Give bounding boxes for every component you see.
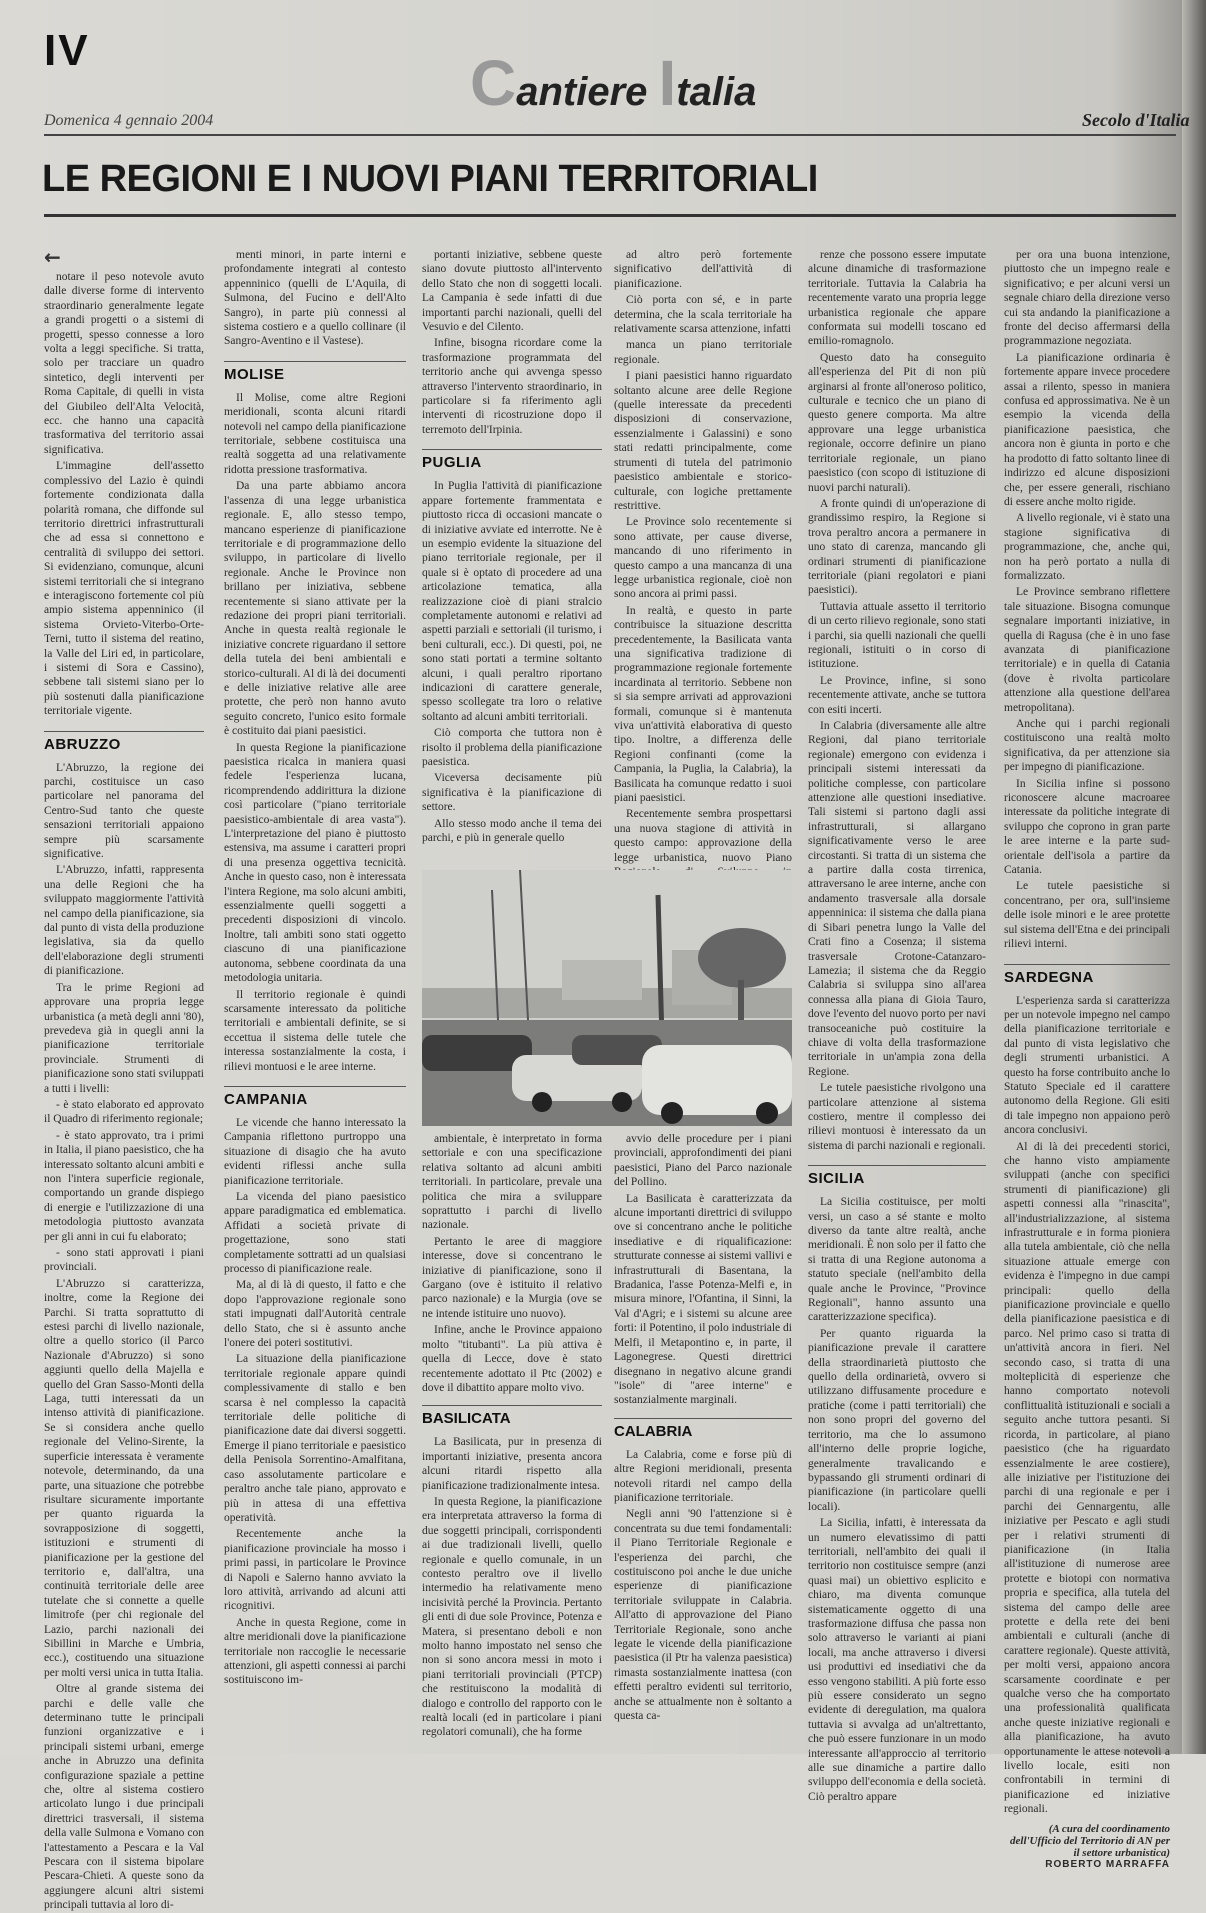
article-column-6 — [1004, 248, 1170, 1870]
paragraph: In questa Regione, la pianificazione era interpretata attraverso la forma di due soggetti principali, corrispondenti ai due tradizionali livelli, quello regionale e quello comunale, in un contesto peraltro ove il livello intermedio ha relativamente meno incisività perché la Provincia. Pertanto gli enti di due sole Province, Potenza e Matera, si presentano deboli e non molto hanno impostato nel senso che non si sono ancora messi in moto i piani territoriali provinciali (PTCP) che restituiscono la modalità di dialogo e controllo del rapporto con le realtà locali (ed in particolare i piani regolatori comunali), che ha forme — [422, 1495, 602, 1739]
paragraph: Pertanto le aree di maggiore interesse, dove si concentrano le iniziative di pianificazione, sono il Gargano (ove è istituito il relativo parco nazionale) e la Murgia (ove se ne intende istituire uno nuovo). — [422, 1235, 602, 1320]
author-name: ROBERTO MARRAFFA — [1045, 1858, 1170, 1870]
newspaper-name: Secolo d'Italia — [1082, 110, 1190, 130]
page-edge — [1182, 0, 1206, 1754]
paragraph: Questo dato ha conseguito all'esperienza del Pit di non più arginarsi al fronte all'oneroso politico, culturale e tecnico che un piano di questo genere comporta. Ma altre approvare una legge urbanistica regionale, occorre definire un piano territoriale regionale, un piano paesistico (con scopo di istituzione di nuovi parchi naturali). — [808, 351, 986, 494]
paragraph: L'immagine dell'assetto complessivo del Lazio è quindi fortemente condizionata dalla polarità romana, che diffonde sul territorio direttrici infrastrutturali che ad essa si connettono e centralità di sviluppo dei settori. Si evidenziano, comunque, alcuni sistemi territoriali che si integrano e interagiscono fortemente col più ampio sistema appenninico (il sistema Orvieto-Viterbo-Orte-Terni, tutto il sistema del reatino, la Valle del Liri ed, in particolare, i sistemi di Sora e Cassino), sebbene tali sistemi siano per lo più sostenuti dalla pianificazione territoriale vigente. — [44, 460, 204, 718]
region-subheading: CAMPANIA — [224, 1086, 406, 1108]
paragraph: La Basilicata, pur in presenza di importanti iniziative, presenta ancora alcuni ritardi rispetto alla pianificazione tradizionalmente intesa. — [422, 1436, 602, 1492]
paragraph: Le Province solo recentemente si sono attivate, per cause diverse, mancando di uno riferimento in questo campo a una mancanza di una legge urbanistica regionale, cioè non sono ancora ai primi passi. — [614, 516, 792, 601]
article-column-2 — [224, 248, 406, 1728]
paragraph: Le tutele paesistiche si concentrano, per ora, sull'insieme delle isole minori e le aree protette sul sistema dell'Etna e dei principali rilievi interni. — [1004, 880, 1170, 951]
header-rule — [44, 134, 1176, 136]
paragraph: Anche in questa Regione, come in altre meridionali dove la pianificazione territoriale non raccoglie le necessarie attenzioni, gli aspetti connessi ai parchi sostituiscono im- — [224, 1616, 406, 1687]
region-subheading: SARDEGNA — [1004, 964, 1170, 986]
paragraph: Recentemente sembra prospettarsi una nuova stagione di attività in questo campo: approvazione della legge urbanistica, nuovo Piano — [614, 808, 792, 864]
paragraph: La situazione della pianificazione territoriale regionale appare quindi complessivamente di stallo e ben scarsa è nel complesso la capacità territoriale delle politiche di pianificazione date dai diversi soggetti. Emerge il piano territoriale e paesistico della Penisola Sorrentino-Amalfitana, caso assolutamente particolare e peraltro anche tale piano, approvato e più in attesa di una effettiva operatività. — [224, 1353, 406, 1524]
region-subheading: ABRUZZO — [44, 731, 204, 753]
paragraph: ad altro però fortemente significativo dell'attività di pianificazione. — [614, 249, 792, 290]
paragraph: notare il peso notevole avuto dalle diverse forme di intervento straordinario generalmente legate a grandi progetti o a sistemi di progetti, spesso connesse a loro volta a leggi specifiche. Si tratta, solo per tracciare un quadro sintetico, degli interventi per Roma Capitale, di quelli in vista del Giubileo dell'Alta Velocità, ecc. che hanno una capacità trasformativa del territorio assai significativa. — [44, 271, 204, 456]
paragraph: L'esperienza sarda si caratterizza per un notevole impegno nel campo della pianificazione territoriale e dal punto di vista legislativo che degli strumenti urbanistici. A questo ha forse contribuito anche lo Statuto Speciale ed il carattere autonomo della Regione. Gli esiti di tale impegno non appaiono però ancora conclusivi. — [1004, 994, 1170, 1137]
paragraph: Da una parte abbiamo ancora l'assenza di una legge urbanistica regionale. E, allo stesso tempo, mancano esperienze di pianificazione territoriale e di programmazione dello sviluppo, in particolare di livello regionale. Anche le Province non brillano per iniziativa, sebbene recentemente si siano attivate per la redazione dei propri piani territoriali. Anche in questa realtà regionale le iniziative concrete riguardano il settore della tutela dei beni ambientali e storico-culturali. Al di là dei documenti e delle iniziative relative alle aree protette, che però non hanno avuto seguito concreto, l'unico esito formale è costituito dai piani paesistici. — [224, 480, 406, 738]
paragraph: Infine, anche le Province appaiono molto "titubanti". La più attiva è quella di Lecce, dove è stato recentemente adottato il Ptc (2002) e dove il dibattito appare molto vivo. — [422, 1324, 602, 1394]
paragraph: manca un piano territoriale regionale. — [614, 339, 792, 366]
headline-rule — [44, 214, 1176, 217]
paragraph: Le Province sembrano riflettere tale situazione. Bisogna comunque segnalare importanti iniziative, in quella di Ragusa (che è in uno fase avanzata di pianificazione territoriale) e in quella di Catania (dove è rivolta particolare attenzione alla questione dell'area metropolitana). — [1004, 586, 1170, 714]
paragraph: per ora una buona intenzione, piuttosto che un impegno reale e significativo; e per alcuni versi un segnale chiaro della direzione verso cui sta andando la pianificazione a fronte del deciso affermarsi della programmazione negoziata. — [1004, 249, 1170, 348]
section-title-initial-c: C — [470, 47, 517, 119]
paragraph: Ma, al di là di questo, il fatto e che dopo l'approvazione regionale sono stati impugnati dall'Autorità centrale dello Stato, che si è assunto anche l'onere dei poteri sostitutivi. — [224, 1279, 406, 1350]
paragraph: - è stato approvato, tra i primi in Italia, il piano paesistico, che ha interessato soltanto alcuni ambiti e non l'intera superficie regionale, comportando un grande dispiego di energie e l'utilizzazione di una metodologia piuttosto avanzata per gli anni in cui fu elaborato; — [44, 1129, 204, 1243]
paragraph: I piani paesistici hanno riguardato soltanto alcune aree delle Regione (quelle interessate da precedenti disposizioni di conservazione, essenzialmente i Galassini) e sono stati redatti principalmente, come strumenti di tutela del patrimonio paesistico ambientale e storico-culturale, con logiche prettamente restrittive. — [614, 370, 792, 512]
parking-lot-photo — [422, 870, 792, 1126]
paragraph: - sono stati approvati i piani provinciali. — [44, 1247, 204, 1274]
article-column-5 — [808, 248, 986, 1803]
paragraph: avvio delle procedure per i piani provinciali, approfondimenti dei piani paesistici, Piano del Parco nazionale del Pollino. — [614, 1133, 792, 1189]
paragraph: In questa Regione la pianificazione paesistica ricalca in maniera quasi fedele l'esperienza lucana, ricomprendendo addirittura la dizione così particolare ("piano territoriale paesistico-ambientale di area vasta"). L'interpretazione del piano è piuttosto estensiva, ma assume i caratteri propri di una presenza oggettiva tecnicità. Anche in questo caso, non è interessata l'intera Regione, ma solo alcuni ambiti, essenzialmente quelli soggetti a precedenti disposizioni di vincolo. Inoltre, tali ambiti sono stati oggetto ciascuno di una pianificazione autonoma, sebbene coordinata da una metodologia unitaria. — [224, 741, 406, 985]
paragraph: Al di là dei precedenti storici, che hanno visto ampiamente sviluppati (anche con specifici strumenti di pianificazione) gli aspetti connessi alla "rinascita", all'industrializzazione, al sistema infrastrutturale e in forma pioniera alla tutela ambientale, ciò che nella situazione attuale emerge con evidenza è l'impegno in due campi principali: quello della pianificazione provinciale e quello della pianificazione paesistica e di parco. Nel primo caso si tratta di un'attività ancora in fieri. Nel secondo caso, si tratta di una molteplicità di esperienze che hanno comportato notevoli conflittualità istituzionali e sociali a seguito anche tuttora pesanti. Si ricorda, in particolare, al piano paesistico (che ha riguardato essenzialmente le aree costiere), alle iniziative per l'istituzione dei parchi di una regionale e per i parchi dei Gennargentu, alle iniziative per Pescato e agli studi per i relativi strumenti di pianificazione (in Italia all'istituzione di numerose aree protette e biotopi con normativa propria e specifica, alla tutela del sistema del campo delle aree protette e della rete dei beni ambientali e culturali (anche di carattere regionale). Queste attività, per molti versi, appaiono ancora scarsamente coordinate e per qualche verso che ha comportato una professionalità qualificata anche queste iniziative regionali e alla pianificazione, ha avuto opportunamente le attese notevoli a livello locale, esiti non confrontabili in termini di pianificazione ed iniziative regionali. — [1004, 1140, 1170, 1816]
article-column-3 — [422, 248, 602, 858]
paragraph: Il Molise, come altre Regioni meridionali, sconta alcuni ritardi notevoli nel campo della pianificazione territoriale, sebbene costituisca una realtà soggetta ad una relativamente ridotta pressione trasformativa. — [224, 391, 406, 476]
arrow-left-icon: ← — [44, 245, 61, 269]
section-title-initial-i: I — [658, 47, 677, 119]
paragraph: Le tutele paesistiche rivolgono una particolare attenzione al sistema costiero, mentre il complesso dei rilievi montuosi è interessato da un sistema di parchi nazionali e regionali. — [808, 1082, 986, 1152]
paragraph: La Basilicata è caratterizzata da alcune importanti direttrici di sviluppo ove si concentrano anche le politiche insediative e di riqualificazione: strutturate connesse ai sistemi vallivi e infrastrutturali di Basentana, la Bradanica, l'asse Potenza-Melfi e, in misura minore, l'Ofantina, il Sinni, la Val d'Agri; e i sistemi su alcune aree forti: il Potentino, il polo industriale di Melfi, il Metapontino e, in parte, il Lagonegrese. Questi direttrici disegnano in negativo alcune grandi "isole" di "aree interne" e sostanzialmente marginali. — [614, 1192, 792, 1407]
paragraph: Viceversa decisamente più significativa è la pianificazione di settore. — [422, 772, 602, 814]
section-title — [470, 46, 770, 120]
article-column-4-bottom — [614, 1132, 792, 1722]
page-number: IV — [44, 26, 90, 75]
section-title-part-2: talia — [676, 70, 757, 114]
region-subheading: PUGLIA — [422, 449, 602, 471]
region-subheading: MOLISE — [224, 361, 406, 383]
paragraph: L'Abruzzo, la regione dei parchi, costituisce un caso particolare nel panorama del Centro-Sud tanto che queste sensazioni territoriali appaiono sempre più scarsamente significative. — [44, 761, 204, 861]
paragraph: In Calabria (diversamente alle altre Regioni, dal piano territoriale regionale) emergono con evidenza i principali sistemi interessati da politiche complesse, con particolare attenzione alle questioni insediative. Tali sistemi si partono dagli assi infrastrutturali, si allargano significativamente verso le aree circostanti. Si tratta di un sistema che a partire dalla costa tirrenica, attraversano le aree interne, anche con andamento trasversale alla dorsale appenninica: il sistema che dalla piana di Sibari penetra lungo la Valle del Crati fino a Cosenza; il sistema trasversale Crotone-Catanzaro-Lamezia; il sistema che da Reggio Calabria si sviluppa sino all'area connessa alla piana di Gioia Tauro, dove l'evento del nuovo porto per navi transoceaniche può costituire la chiave di volta della trasformazione territoriale in un'ampia zona della Regione. — [808, 720, 986, 1078]
paragraph: La Sicilia, infatti, è interessata da un numero elevatissimo di patti territoriali, nell'ambito dei quali il territorio non costituisce sempre (anzi quasi mai) un obiettivo esplicito e chiaro, ma diventa comunque sistematicamente oggetto di una trasformazione diffusa che passa non solo attraverso le varianti ai piani locali, ma anche attraverso i diversi usi produttivi ed insediativi che da esso vengono stabiliti. A più forte esso più essere considerato un segno evidente di deregulation, ma qualora tuttavia si avvalga ad un'altrettanto, che può essere funzionare in un modo interessante all'approccio al territorio alle sue dinamiche a partire dallo sviluppo dell'economia e della società. Ciò peraltro appare — [808, 1517, 986, 1803]
dateline: Domenica 4 gennaio 2004 — [44, 112, 214, 129]
paragraph: L'Abruzzo si caratterizza, inoltre, come la Regione dei Parchi. Si tratta soprattutto di estesi parchi di livello nazionale, oltre a quello storico (il Parco Nazionale d'Abruzzo) si sono aggiunti quello della Majella e quello del Gran Sasso-Monti della Laga, tutti interessati da un intenso attività di pianificazione. Se si considera anche quello regionale del Velino-Sirente, la superficie interessata è veramente notevole, determinando, da una parte, una situazione che potrebbe risultare sicuramente importante per quanto riguarda la sovrapposizione di soggetti, istituzioni e strumenti di pianificazione per la gestione del territorio e, dall'altra, una continuità territoriale delle aree tutelate che si connette a quelle limitrofe (per chi regionale del Lazio, parchi nazionali dei Sibillini in Marche e Umbria, ecc.), costituendo una situazione per molti versi unica in tutta Italia. — [44, 1277, 204, 1679]
paragraph: Anche qui i parchi regionali costituiscono una realtà molto significativa, da per attenzione sia per impegno di pianificazione. — [1004, 718, 1170, 774]
paragraph: In realtà, e questo in parte contribuisce la situazione descritta precedentemente, la Basilicata vanta una significativa tradizione di programmazione regionale fortemente incardinata al territorio. Sebbene non si sia sempre arrivati ad approvazioni formali, comunque si è mantenuta viva un'attività elaborativa di questo tipo. Inoltre, a differenza delle Regioni confinanti (come la Campania, la Puglia, la Calabria), la Basilicata ha comunque redatto i suoi piani paesistici. — [614, 604, 792, 805]
parking-lot-illustration — [422, 870, 792, 1126]
paragraph: Tra le prime Regioni ad approvare una propria legge urbanistica (a metà degli anni '80), prevedeva già in quegli anni la pianificazione territoriale provinciale. Strumenti di pianificazione sono stati sviluppati a tutti i livelli: — [44, 981, 205, 1095]
paragraph: Oltre al grande sistema dei parchi e delle valle che determinano tutte le principali funzioni organizzative e i principali sistemi urbani, emerge anche in Abruzzo una definita configurazione spaziale a pettine che, oltre al sistema costiero articolato lungo i due principali direttrici trasversali, il sistema della valle Sulmona e Vomano con l'attestamento a Pescara e la Val Pescara con il sistema bipolare Pescara-Chieti. A queste sono da aggiungere alcuni altri sistemi principali tuttavia al loro di- — [44, 1683, 204, 1912]
paragraph: La Calabria, come e forse più di altre Regioni meridionali, presenta notevoli ritardi nel campo della pianificazione territoriale. — [614, 1448, 792, 1504]
headline: LE REGIONI E I NUOVI PIANI TERRITORIALI — [42, 158, 818, 200]
paragraph: L'Abruzzo, infatti, rappresenta una delle Regioni che ha sviluppato maggiormente l'attività nel campo della pianificazione, sia dal punto di vista della produzione legislativa, sia da quello dell'elaborazione degli strumenti di pianificazione. — [44, 864, 204, 978]
paragraph: La pianificazione ordinaria è fortemente appare invece procedere assai a rilento, spesso in maniera confusa ed approssimativa. Ne è un esempio la vicenda della pianificazione paesistica, che ancora non è giunta in porto e che ha prodotto di fatto soltanto linee di indirizzo ed alcune disposizioni che, per essere generali, rischiano di essere anche molto rigide. — [1004, 351, 1170, 508]
article-column-3-bottom — [422, 1132, 602, 1739]
region-subheading: BASILICATA — [422, 1405, 602, 1427]
paragraph: ambientale, è interpretato in forma settoriale e con una specificazione relativa soltanto ad alcuni ambiti territoriali. In particolare, prevale una politica che mira a sviluppare soprattutto i parchi di livello nazionale. — [422, 1133, 602, 1232]
paragraph: portanti iniziative, sebbene queste siano dovute piuttosto all'intervento dello Stato che non di soggetti locali. La Campania è sede infatti di due importanti parchi nazionali, quelli del Vesuvio e del Cilento. — [422, 249, 602, 334]
section-title-part-1: antiere — [516, 70, 659, 114]
region-subheading: SICILIA — [808, 1165, 986, 1187]
paragraph: Il territorio regionale è quindi scarsamente interessato da politiche territoriali e ambientali definite, se si eccettua il sistema delle tutele che interessa sostanzialmente la costa, i rilievi montuosi e le aree interne. — [224, 988, 406, 1073]
paragraph: Le vicende che hanno interessato la Campania riflettono purtroppo una situazione di disagio che ha avuto evidenti riflessi anche sulla pianificazione territoriale. — [224, 1116, 406, 1187]
paragraph: La vicenda del piano paesistico appare paradigmatica ed emblematica. Affidati a società private di progettazione, sono stati completamente sottratti ad un qualsiasi processo di pianificazione reale. — [224, 1190, 406, 1275]
paragraph: menti minori, in parte interni e profondamente integrati al contesto appenninico (quelli de L'Aquila, di Sulmona, del Fucino e dell'Alto Sangro), in parte più connessi al sistema costiero e a quello collinare (il Sangro-Aventino e il Vastese). — [224, 249, 406, 348]
paragraph: Infine, bisogna ricordare come la trasformazione programmata del territorio anche qui avvenga spesso attraverso l'intervento straordinario, in particolare si fa riferimento agli interventi di ricostruzione dopo il terremoto dell'Irpinia. — [422, 337, 602, 436]
paragraph: Le Province, infine, si sono recentemente attivate, anche se tuttora con esiti incerti. — [808, 674, 986, 716]
paragraph: In Puglia l'attività di pianificazione appare fortemente frammentata e piuttosto ricca di occasioni mancate o di iniziative avviate ed interrotte. Ne è un esempio evidente la situazione del piano territoriale regionale, per il quale si è optato di procedere ad una articolazione tematica, alla realizzazione cioè di piani stralcio completamente autonomi e relativi ad aspetti parziali e settoriali (il turismo, i beni culturali, ecc.). Di questi, poi, ne sono stati portati a termine soltanto alcuni, i quali peraltro riportano indicazioni di carattere generale, spesso scollegate tra loro o relative soltanto ad alcuni ambiti territoriali. — [422, 480, 602, 723]
paragraph: Per quanto riguarda la pianificazione prevale il carattere della straordinarietà piuttosto che quello della ordinarietà, ovvero si utilizzano diffusamente procedure e pratiche (come i patti territoriali) che non sono propri del governo del territorio, ma che lo assumono all'interno delle proprie logiche, generalmente travalicando e bypassando gli strumenti ordinari di pianificazione (in particolare quelli locali). — [808, 1327, 986, 1513]
paragraph: A fronte quindi di un'operazione di grandissimo respiro, la Regione si trova peraltro ancora a permanere in uno stato di carenza, mancando gli ordinari strumenti di pianificazione territoriale (piani regolatori e piani paesistici). — [808, 497, 986, 597]
paragraph: Recentemente anche la pianificazione provinciale ha mosso i primi passi, in particolare le Province di Napoli e Salerno hanno avviato la loro attività, arrivando ad alcuni atti ricognitivi. — [224, 1528, 406, 1613]
region-subheading: CALABRIA — [614, 1418, 792, 1440]
paragraph: Ciò comporta che tuttora non è risolto il problema della pianificazione paesistica. — [422, 727, 602, 768]
paragraph: Ciò porta con sé, e in parte determina, che la scala territoriale ha relativamente scarsa attenzione, infatti — [614, 294, 792, 336]
paragraph: Negli anni '90 l'attenzione si è concentrata su due temi fondamentali: il Piano Territoriale Regionale e l'esperienza dei parchi, che costituiscono poi anche le due uniche esperienze di pianificazione territoriale sviluppate in Calabria. All'atto di approvazione del Piano Territoriale Regionale, sono anche legate le vicende della pianificazione paesistica (il Ptr ha valenza paesistica) rimasta sostanzialmente inattesa (con effetti peraltro evidenti sul territorio, anche se attualmente non è soltanto a questa ca- — [614, 1508, 792, 1723]
paragraph: renze che possono essere imputate alcune dinamiche di trasformazione territoriale. Tuttavia la Calabria ha recentemente varato una propria legge urbanistica regionale che appare conformata sui modelli toscano ed emilio-romagnolo. — [808, 249, 986, 348]
paragraph: A livello regionale, vi è stato una stagione significativa di programmazione, che, anche qui, non ha però portato a nulla di formalizzato. — [1004, 512, 1170, 582]
paragraph: Tuttavia attuale assetto il territorio di un certo rilievo regionale, sono stati i parchi, sia quelli nazionali che quelli regionali, istituiti o in corso di istituzione. — [808, 600, 986, 671]
article-credit: (A cura del coordinamento dell'Ufficio del Territorio di AN per il settore urbanistica) — [1010, 1822, 1170, 1859]
paragraph: - è stato elaborato ed approvato il Quadro di riferimento regionale; — [44, 1098, 204, 1126]
article-column-4 — [614, 248, 792, 864]
paragraph: In Sicilia infine si possono riconoscere alcune macroaree interessate da politiche integrate di sviluppo che coprono in gran parte le aree interne e la parte sud-orientale dell'isola a partire da Catania. — [1004, 777, 1170, 877]
paragraph: Allo stesso modo anche il tema dei parchi, e più in generale quello — [422, 817, 602, 845]
paragraph: La Sicilia costituisce, per molti versi, un caso a sé stante e molto diverso da tante altre realtà, anche meridionali. È non solo per il fatto che si tratta di una Regione autonoma a statuto speciale (nell'ambito della quale anche le Province, "Province Regionali", hanno assunto una caratterizzazione specifica). — [808, 1196, 986, 1324]
article-column-1 — [44, 245, 205, 1912]
